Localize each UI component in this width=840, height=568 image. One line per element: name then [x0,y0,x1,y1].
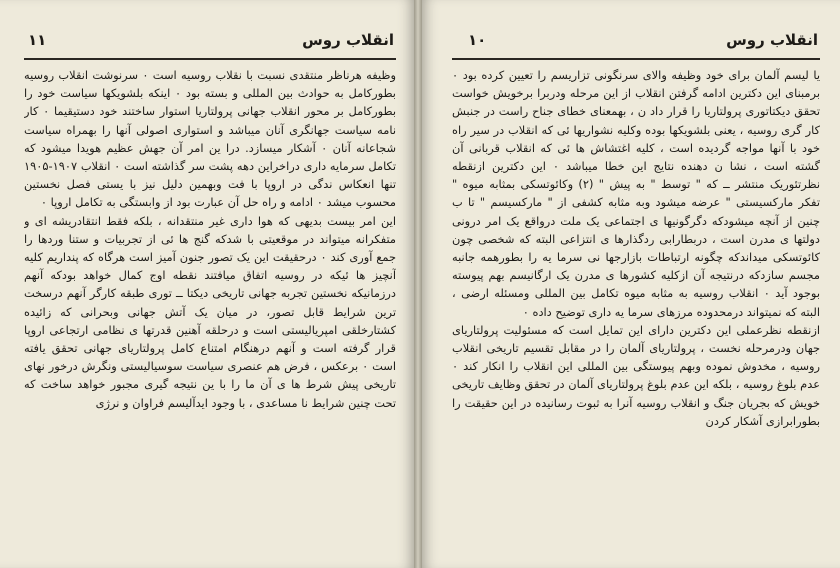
right-header-rule [452,58,820,60]
right-running-title: انقلاب روس [726,31,818,49]
right-paragraph-2: ازنقطه نظرعملی این دکترین دارای این تمایل است که مسئولیت پرولتاریای جهان ودرمرحله نخست ، پرولتاریای آلمان را در مقابل تقسیم تاریخی انقلاب روسیه ، مخدوش نموده وبهم پیوستگی بین المللی این انقلاب را انکار کند ۰ عدم بلوغ روسیه ، بلکه این عدم بلوغ پرولتاریای آلمان در تحقق وظایف تاریخی خویش که بجریان جنگ و انقلاب روسیه آنرا به ثبوت رسانیده در این حقیقت را بطورابرازی آشکار کردن [452,322,820,428]
right-page [422,0,840,568]
left-paragraph-2: این امر بیست بدیهی که هوا داری غیر منتقدانه ، بلکه فقط انتقادریشه ای و متفکرانه میتواند در موقعیتی با شدکه گنج ها ئی از تجربیات و ستنا وردها را جمع آوری کند ۰ درحقیقت این یک تصور جنون آمیز است هرگاه که پنداریم کلیه آنچیز ها ئیکه در روسیه اتفاق میافتند نقطه اوج کمال خواهد بودکه آنهم درزمانیکه نخستین تجربه جهانی تاریخی دیکتا ــ توری طبقه کارگر آنهم درسخت ترین شرایط قابل تصور، در میان یک آتش جهانی وبحرانی که زائیده کشتارخلقی امپریالیستی است و درحلقه آهنین قدرتها ی نظامی ارتجاعی اروپا قرار گرفته است و آنهم درهنگام امتناع کامل پرولتاریای جهانی تحقق یافته است ۰ برعکس ، فرض هم عنصری سیاست سوسیالیستی ونگرش درخور نهای تاریخی پیش شرط ها ی آن ما را با ین نتیجه گیری مجبور خواهد ساخت که تحت چنین شرایط نا مساعدی ، با وجود ایدآلیسم فراوان و نرژی [24,213,396,410]
left-page-body [24,66,396,566]
left-page [0,0,414,568]
left-page-header [28,28,394,52]
right-paragraph-1: یا لیسم آلمان برای خود وظیفه والای سرنگونی تزاریسم را تعیین کرده بود ۰ برمبنای این دکترین ادامه گرفتن انقلاب از این مرحله ودربرا برخویش خواست تحقق دیکتاتوری پرولتاریا را قرار داد ن ، بهمعنای خطای جناح راست در جنبش کار گری روسیه ، یعنی بلشویکها بوده وکلیه نشواریها ئی که انقلاب در سیر راه خود با آنها مواجه گردیده است ، کلیه اغتشاش ها ئی که انقلاب قربانی آن گشته است ، نشا ن دهنده نتایج این خطا میباشد ۰ این دکترین ازنقطه نظرتئوریک منتشر ــ که " توسط " به پیش " (۲) وکائوتسکی بمثابه میوه " تفکر مارکسیستی " عرضه میشود وبه مثابه کشفی از " مارکسیسم " تا ب چنین از آنچه میشودکه دگرگونیها ی اجتماعی یک ملت درواقع یک امر درونی دولتها ی مدرن است ، دربطارابی ردگذارها ی انتزاعی البته که شخصی چون کائوتسکی میداندکه چگونه ارتباطات بازارجها نی سرما یه را بطورهمه جانبه مجسم سازدکه درنتیجه آن ازکلیه کشورها ی مدرن یک ارگانیسم بهم پیوسته بوجود آید ۰ انقلاب روسیه به مثابه میوه تکامل بین المللی ومسئله ارضی ، البته که نمیتواند درمحدوده مرزهای سرما یه داری توضیح داده ۰ [452,68,820,319]
right-page-number: ۱۰ [468,31,487,49]
right-page-body [452,66,820,566]
left-header-rule [24,58,396,60]
left-page-number: ۱۱ [28,31,47,49]
left-paragraph-1: وظیفه هرناظر منتقدی نسبت با نقلاب روسیه است ۰ سرنوشت انقلاب روسیه بطورکامل به حوادث بین المللی و بسته بود ۰ اینکه بلشویکها سیاست خود را بطورکامل بر محور انقلاب جهانی پرولتاریا استوار ساختند خود دستیقیما ۰ کار نامه سیاست جهانگری آنان میباشد و استواری اصولی آنها را بهمراه سیاست شجاعانه آنان ۰ آشکار میسازد. درا ین امر آن جهش عظیم هویدا میشود که تکامل سرمایه داری دراخراین دهه پشت سر گذاشته است ۰ انقلاب ۱۹۰۷-۱۹۰۵ تنها انعکاس ندگی در اروپا با فت وبهمین دلیل نیز با یستی فصل نخستین محسوب میشد ۰ ادامه و راه حل آن عبارت بود از وابستگی به تکامل اروپا ۰ [24,68,396,210]
book-gutter [414,0,422,568]
right-page-header [458,28,818,52]
left-running-title: انقلاب روس [302,31,394,49]
